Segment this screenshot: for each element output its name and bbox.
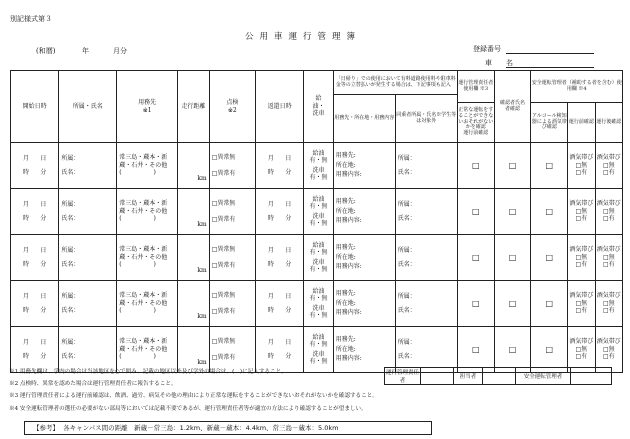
post-alcohol-label: 酒気帯び (596, 200, 621, 208)
name-label: 氏名： (61, 168, 80, 176)
dest-label: 用務先: (335, 244, 356, 252)
return-month: 月 (267, 201, 274, 208)
pre-have[interactable]: □有 (575, 353, 588, 361)
safety-sub-cell[interactable] (531, 143, 568, 189)
start-day: 日 (40, 339, 47, 346)
signoff-table (384, 367, 612, 385)
dest-address-purpose-cell[interactable] (333, 235, 395, 281)
post-have[interactable]: □有 (602, 261, 615, 269)
inspection-cell[interactable] (209, 327, 255, 373)
safety-sub-box[interactable]: □ (545, 298, 554, 308)
reference-label: 【参考】 (33, 424, 59, 432)
signoff-ops-manager-stamp[interactable] (421, 368, 454, 385)
purpose-label: 用務内容: (335, 171, 362, 179)
destination-options: 常三島・蔵本・新蔵・石井・その他 (119, 338, 168, 353)
pre-alcohol-label: 酒気帯び (569, 338, 594, 346)
paren-close: ) (153, 307, 156, 315)
dest-address-purpose-cell[interactable] (333, 143, 395, 189)
inspection-ok[interactable]: □異常無 (211, 292, 236, 299)
return-datetime-cell[interactable] (255, 327, 303, 373)
post-alcohol-label: 酒気帯び (596, 338, 621, 346)
col-safety-pre: 運行前確認 (568, 103, 595, 143)
paren-open: ( (119, 169, 122, 177)
col-ops-manager-sub: 正常な運転をすることができないおそれがないかを確認 (458, 107, 494, 131)
paren-open: ( (119, 353, 122, 361)
inspection-ok[interactable]: □異常無 (211, 246, 236, 253)
operation-log-table (10, 70, 623, 373)
log-row (11, 281, 623, 327)
post-none[interactable]: □無 (602, 253, 615, 261)
month-label: 月分 (113, 47, 127, 55)
passenger-affiliation: 所属： (397, 155, 416, 162)
wash-yes-no[interactable]: 有・無 (309, 311, 328, 319)
col-passenger: 同乗者所属・氏名※学生等は対象外 (395, 95, 457, 143)
inspection-cell[interactable] (209, 143, 255, 189)
log-row (11, 189, 623, 235)
safety-post-cell[interactable] (595, 143, 622, 189)
km-unit: km (197, 312, 207, 320)
dest-label: 用務先: (335, 152, 356, 160)
post-none[interactable]: □無 (602, 299, 615, 307)
name-label: 氏名： (61, 352, 80, 360)
start-hour: 時 (22, 352, 29, 360)
checker-cell[interactable] (494, 281, 531, 327)
col-safety-sub: アルコール検知器による酒気帯び確認 (531, 103, 568, 143)
safety-sub-box[interactable]: □ (545, 160, 554, 170)
affiliation-cell[interactable] (59, 235, 117, 281)
checker-cell[interactable] (494, 143, 531, 189)
km-unit: km (197, 358, 207, 366)
address-label: 所在地: (335, 345, 356, 353)
refuel-wash-cell[interactable] (304, 189, 333, 235)
paren-close: ) (153, 353, 156, 361)
dest-label: 用務先: (335, 198, 356, 206)
safety-post-cell[interactable] (595, 235, 622, 281)
affiliation-cell[interactable] (59, 143, 117, 189)
wash-label: 洗車 (312, 212, 325, 220)
pre-alcohol-label: 酒気帯び (569, 292, 594, 300)
passenger-affiliation: 所属： (397, 247, 416, 254)
passenger-affiliation: 所属： (397, 293, 416, 300)
post-have[interactable]: □有 (602, 353, 615, 361)
purpose-label: 用務内容: (335, 217, 362, 225)
log-row (11, 327, 623, 373)
start-hour: 時 (22, 306, 29, 314)
affiliation-cell[interactable] (59, 281, 117, 327)
paren-close: ) (153, 215, 156, 223)
note-1: ※1 用務先欄は、学内の場合は当該地区を○で囲み、記載の地区以外及び学外の場合は、( )に記入すること。 (9, 369, 287, 375)
era-label: (和暦) (36, 47, 56, 55)
return-minute: 分 (285, 168, 292, 176)
start-day: 日 (40, 293, 47, 300)
post-have[interactable]: □有 (602, 215, 615, 223)
inspection-ng[interactable]: □異常有 (211, 261, 236, 269)
refuel-wash-cell[interactable] (304, 143, 333, 189)
passenger-cell[interactable] (395, 281, 457, 327)
safety-pre-cell[interactable] (568, 143, 595, 189)
affiliation-cell[interactable] (59, 189, 117, 235)
distance-cell[interactable] (178, 189, 210, 235)
paren-close: ) (153, 261, 156, 269)
passenger-name: 氏名： (397, 260, 416, 268)
ops-check-box[interactable]: □ (471, 160, 480, 170)
col-refuel-wash: 給油・洗車 (304, 71, 333, 143)
destination-options: 常三島・蔵本・新蔵・石井・その他 (119, 292, 168, 307)
purpose-label: 用務内容: (335, 355, 362, 363)
name-label: 氏名： (61, 306, 80, 314)
address-label: 所在地: (335, 299, 356, 307)
start-month: 月 (22, 247, 29, 254)
return-datetime-cell[interactable] (255, 235, 303, 281)
passenger-name: 氏名： (397, 306, 416, 314)
registration-field[interactable] (506, 53, 594, 54)
log-row (11, 143, 623, 189)
inspection-ok[interactable]: □異常無 (211, 200, 236, 207)
return-hour: 時 (267, 306, 274, 314)
col-day-trip-note: 「日帰り」での使用において有料道路使用料や駐車料金等の立替払いが発生する場合は、下記事項も記入 (333, 71, 457, 95)
destination-cell[interactable] (117, 281, 178, 327)
inspection-ng[interactable]: □異常有 (211, 215, 236, 223)
safety-sub-box[interactable]: □ (545, 252, 554, 262)
pre-none[interactable]: □無 (575, 253, 588, 261)
safety-post-cell[interactable] (595, 281, 622, 327)
return-day: 日 (285, 339, 292, 346)
wash-yes-no[interactable]: 有・無 (309, 219, 328, 227)
start-minute: 分 (40, 168, 47, 176)
pre-alcohol-label: 酒気帯び (569, 246, 594, 254)
signoff-person-in-charge-stamp[interactable] (483, 368, 516, 385)
return-day: 日 (285, 201, 292, 208)
return-datetime-cell[interactable] (255, 143, 303, 189)
col-dest-address-purpose: 用務先・所在地・用務内容 (333, 95, 395, 143)
reference-text: 各キャンパス間の距離 新蔵－常三島：1.2km、新蔵－蔵本：4.4km、常三島－蔵本：5.0km (63, 424, 339, 432)
wash-label: 洗車 (312, 350, 325, 358)
return-datetime-cell[interactable] (255, 189, 303, 235)
post-none[interactable]: □無 (602, 207, 615, 215)
ops-check-box[interactable]: □ (471, 252, 480, 262)
passenger-cell[interactable] (395, 235, 457, 281)
start-day: 日 (40, 247, 47, 254)
checker-cell[interactable] (494, 327, 531, 373)
dest-address-purpose-cell[interactable] (333, 327, 395, 373)
ops-check-box[interactable]: □ (471, 344, 480, 354)
start-day: 日 (40, 155, 47, 162)
affiliation-label: 所属： (61, 293, 80, 300)
checker-box[interactable]: □ (508, 298, 517, 308)
safety-sub-cell[interactable] (531, 327, 568, 373)
col-safety-post: 運行後確認 (595, 103, 622, 143)
refuel-yes-no[interactable]: 有・無 (309, 341, 328, 349)
col-safety-manager: 安全運転管理者（補助する者を含む）使用欄 ※4 (531, 71, 623, 103)
passenger-name: 氏名： (397, 168, 416, 176)
inspection-ok[interactable]: □異常無 (211, 338, 236, 345)
col-affiliation-name: 所属・氏名 (59, 71, 117, 143)
signoff-safety-manager: 安全運転管理者 (516, 368, 571, 385)
passenger-name: 氏名： (397, 214, 416, 222)
post-have[interactable]: □有 (602, 169, 615, 177)
pre-have[interactable]: □有 (575, 307, 588, 315)
col-destination (117, 71, 178, 143)
safety-sub-cell[interactable] (531, 189, 568, 235)
checker-cell[interactable] (494, 235, 531, 281)
start-minute: 分 (40, 260, 47, 268)
km-unit: km (197, 174, 207, 182)
dest-label: 用務先: (335, 290, 356, 298)
col-ops-check (457, 103, 494, 143)
col-ops-manager-label: 運行管理責任者使用欄 ※3 (458, 79, 494, 92)
safety-sub-cell[interactable] (531, 235, 568, 281)
return-day: 日 (285, 155, 292, 162)
safety-post-cell[interactable] (595, 189, 622, 235)
safety-pre-cell[interactable] (568, 235, 595, 281)
passenger-affiliation: 所属： (397, 201, 416, 208)
wash-yes-no[interactable]: 有・無 (309, 265, 328, 273)
return-minute: 分 (285, 306, 292, 314)
wash-yes-no[interactable]: 有・無 (309, 173, 328, 181)
start-month: 月 (22, 339, 29, 346)
inspection-cell[interactable] (209, 189, 255, 235)
vehicle-name-label: 車 名 (485, 59, 513, 67)
reference-box (24, 421, 432, 435)
ops-check-cell[interactable] (457, 235, 494, 281)
distance-cell[interactable] (178, 143, 210, 189)
destination-options: 常三島・蔵本・新蔵・石井・その他 (119, 200, 168, 215)
return-minute: 分 (285, 214, 292, 222)
start-month: 月 (22, 201, 29, 208)
start-datetime-cell[interactable] (11, 281, 59, 327)
col-inspection (209, 71, 255, 143)
paren-open: ( (119, 215, 122, 223)
registration-label: 登録番号 (473, 45, 501, 53)
distance-cell[interactable] (178, 281, 210, 327)
post-alcohol-label: 酒気帯び (596, 154, 621, 162)
return-hour: 時 (267, 214, 274, 222)
start-hour: 時 (22, 214, 29, 222)
refuel-yes-no[interactable]: 有・無 (309, 203, 328, 211)
ops-check-box[interactable]: □ (471, 206, 480, 216)
note-4: ※4 安全運転管理者の選任の必要がない部局等においては記載不要であるが、運行管理責任者等が適宜の方法により確認することが望ましい。 (9, 406, 367, 412)
distance-cell[interactable] (178, 327, 210, 373)
col-inspection-note: ※2 (227, 106, 237, 114)
distance-cell[interactable] (178, 235, 210, 281)
passenger-name: 氏名： (397, 352, 416, 360)
inspection-cell[interactable] (209, 235, 255, 281)
col-ops-manager (457, 71, 494, 103)
name-label: 氏名： (61, 260, 80, 268)
return-hour: 時 (267, 168, 274, 176)
col-distance: 走行距離 (178, 71, 210, 143)
purpose-label: 用務内容: (335, 263, 362, 271)
paren-close: ) (153, 169, 156, 177)
address-label: 所在地: (335, 161, 356, 169)
refuel-label: 給油 (312, 196, 325, 204)
wash-label: 洗車 (312, 258, 325, 266)
checker-cell[interactable] (494, 189, 531, 235)
refuel-label: 給油 (312, 242, 325, 250)
refuel-label: 給油 (312, 288, 325, 296)
inspection-cell[interactable] (209, 281, 255, 327)
col-start-datetime: 開始日時 (11, 71, 59, 143)
col-checker-name: 確認者氏名者確認 (494, 71, 531, 143)
refuel-yes-no[interactable]: 有・無 (309, 295, 328, 303)
refuel-label: 給油 (312, 334, 325, 342)
start-month: 月 (22, 293, 29, 300)
purpose-label: 用務内容: (335, 309, 362, 317)
return-month: 月 (267, 155, 274, 162)
signoff-person-in-charge: 担当者 (454, 368, 483, 385)
dest-label: 用務先: (335, 336, 356, 344)
refuel-wash-cell[interactable] (304, 281, 333, 327)
checker-box[interactable]: □ (508, 206, 517, 216)
log-row (11, 235, 623, 281)
return-hour: 時 (267, 260, 274, 268)
post-none[interactable]: □無 (602, 161, 615, 169)
return-day: 日 (285, 247, 292, 254)
start-datetime-cell[interactable] (11, 327, 59, 373)
passenger-cell[interactable] (395, 143, 457, 189)
post-none[interactable]: □無 (602, 345, 615, 353)
return-month: 月 (267, 293, 274, 300)
post-alcohol-label: 酒気帯び (596, 292, 621, 300)
form-number: 別記様式第３ (10, 15, 52, 23)
safety-sub-cell[interactable] (531, 281, 568, 327)
return-hour: 時 (267, 352, 274, 360)
col-destination-label: 用務先 (138, 99, 157, 106)
ops-check-cell[interactable] (457, 143, 494, 189)
ops-check-cell[interactable] (457, 281, 494, 327)
safety-pre-cell[interactable] (568, 189, 595, 235)
ops-check-cell[interactable] (457, 327, 494, 373)
refuel-wash-cell[interactable] (304, 327, 333, 373)
km-unit: km (197, 220, 207, 228)
km-unit: km (197, 266, 207, 274)
passenger-cell[interactable] (395, 327, 457, 373)
paren-open: ( (119, 261, 122, 269)
wash-label: 洗車 (312, 304, 325, 312)
pre-none[interactable]: □無 (575, 345, 588, 353)
col-destination-note: ※1 (142, 106, 152, 114)
address-label: 所在地: (335, 207, 356, 215)
post-have[interactable]: □有 (602, 307, 615, 315)
start-minute: 分 (40, 306, 47, 314)
ops-check-cell[interactable] (457, 189, 494, 235)
return-minute: 分 (285, 352, 292, 360)
affiliation-label: 所属： (61, 201, 80, 208)
return-datetime-cell[interactable] (255, 281, 303, 327)
pre-have[interactable]: □有 (575, 169, 588, 177)
inspection-ng[interactable]: □異常有 (211, 353, 236, 361)
start-datetime-cell[interactable] (11, 143, 59, 189)
col-inspection-label: 点検 (226, 99, 239, 106)
vehicle-name-field[interactable] (506, 67, 594, 68)
start-day: 日 (40, 201, 47, 208)
signoff-ops-manager: 運行管理責任者 (385, 368, 421, 385)
destination-cell[interactable] (117, 189, 178, 235)
inspection-ng[interactable]: □異常有 (211, 307, 236, 315)
start-minute: 分 (40, 352, 47, 360)
destination-cell[interactable] (117, 143, 178, 189)
start-month: 月 (22, 155, 29, 162)
wash-yes-no[interactable]: 有・無 (309, 357, 328, 365)
return-minute: 分 (285, 260, 292, 268)
checker-box[interactable]: □ (508, 160, 517, 170)
return-month: 月 (267, 339, 274, 346)
dest-address-purpose-cell[interactable] (333, 281, 395, 327)
refuel-label: 給油 (312, 150, 325, 158)
pre-none[interactable]: □無 (575, 161, 588, 169)
passenger-affiliation: 所属： (397, 339, 416, 346)
note-2: ※2 点検時、異常を認めた場合は運行管理責任者に報告すること。 (9, 381, 177, 387)
address-label: 所在地: (335, 253, 356, 261)
signoff-safety-manager-stamp[interactable] (571, 368, 612, 385)
safety-post-cell[interactable] (595, 327, 622, 373)
safety-sub-box[interactable]: □ (545, 206, 554, 216)
col-ops-check-label: 運行前確認 (463, 130, 489, 137)
affiliation-label: 所属： (61, 339, 80, 346)
refuel-wash-cell[interactable] (304, 235, 333, 281)
affiliation-label: 所属： (61, 247, 80, 254)
affiliation-cell[interactable] (59, 327, 117, 373)
name-label: 氏名： (61, 214, 80, 222)
col-return-datetime: 返還日時 (255, 71, 303, 143)
inspection-ok[interactable]: □異常無 (211, 154, 236, 161)
safety-pre-cell[interactable] (568, 327, 595, 373)
pre-have[interactable]: □有 (575, 261, 588, 269)
destination-options: 常三島・蔵本・新蔵・石井・その他 (119, 246, 168, 261)
affiliation-label: 所属： (61, 155, 80, 162)
pre-none[interactable]: □無 (575, 299, 588, 307)
pre-have[interactable]: □有 (575, 215, 588, 223)
destination-options: 常三島・蔵本・新蔵・石井・その他 (119, 154, 168, 169)
post-alcohol-label: 酒気帯び (596, 246, 621, 254)
start-datetime-cell[interactable] (11, 189, 59, 235)
page-title: 公用車運行管理簿 (245, 32, 362, 42)
dest-address-purpose-cell[interactable] (333, 189, 395, 235)
checker-box[interactable]: □ (508, 344, 517, 354)
safety-sub-box[interactable]: □ (545, 344, 554, 354)
return-month: 月 (267, 247, 274, 254)
destination-cell[interactable] (117, 327, 178, 373)
paren-open: ( (119, 307, 122, 315)
start-datetime-cell[interactable] (11, 235, 59, 281)
start-hour: 時 (22, 260, 29, 268)
refuel-yes-no[interactable]: 有・無 (309, 249, 328, 257)
inspection-ng[interactable]: □異常有 (211, 169, 236, 177)
pre-alcohol-label: 酒気帯び (569, 200, 594, 208)
checker-box[interactable]: □ (508, 252, 517, 262)
safety-pre-cell[interactable] (568, 281, 595, 327)
ops-check-box[interactable]: □ (471, 298, 480, 308)
refuel-yes-no[interactable]: 有・無 (309, 157, 328, 165)
passenger-cell[interactable] (395, 189, 457, 235)
wash-label: 洗車 (312, 166, 325, 174)
year-label: 年 (82, 47, 89, 55)
note-3: ※3 運行管理責任者による運行前確認は、飲酒、過労、病気その他の理由により正常な運転をすることができないおそれがないかを確認すること。 (9, 393, 378, 399)
return-day: 日 (285, 293, 292, 300)
start-minute: 分 (40, 214, 47, 222)
start-hour: 時 (22, 168, 29, 176)
destination-cell[interactable] (117, 235, 178, 281)
pre-alcohol-label: 酒気帯び (569, 154, 594, 162)
pre-none[interactable]: □無 (575, 207, 588, 215)
